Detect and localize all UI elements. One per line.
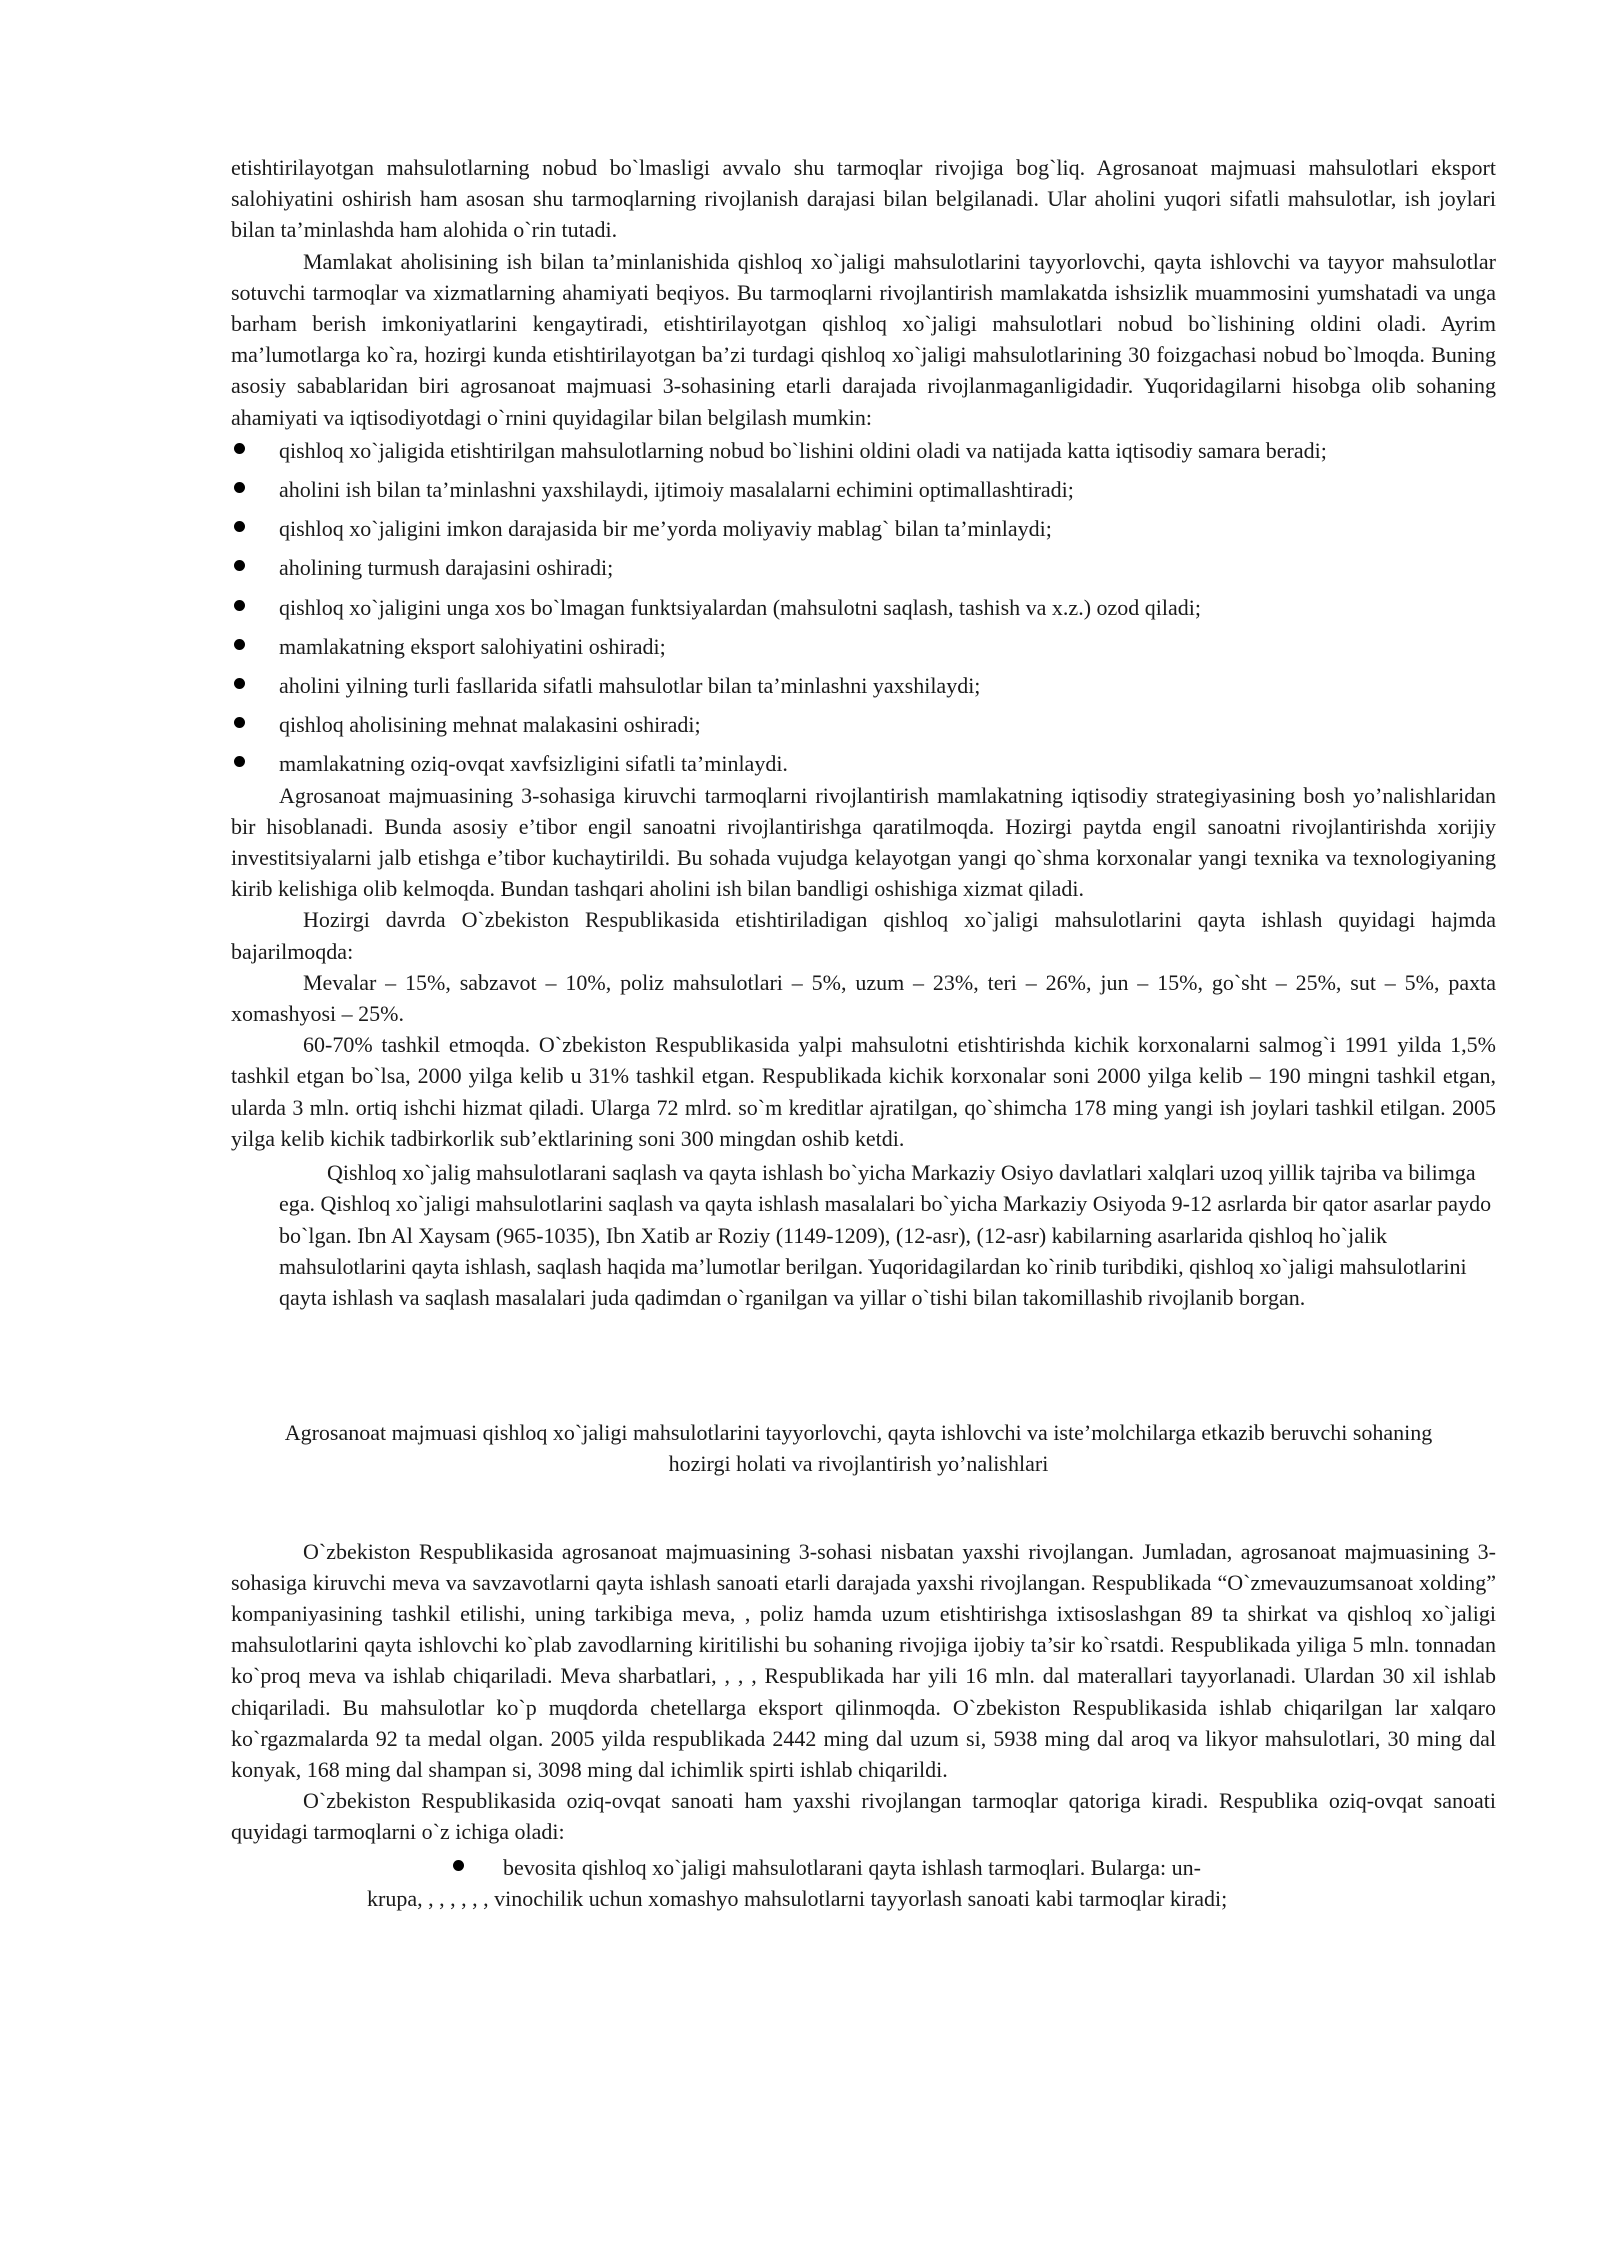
list-item: aholini ish bilan ta’minlashni yaxshilaydi, ijtimoiy masalalarni echimini optimallashtiradi;	[231, 474, 1496, 505]
bullet-icon	[234, 521, 245, 532]
list-item-continuation: krupa, , , , , , , vinochilik uchun xomashyo mahsulotlarni tayyorlash sanoati kabi tarmoqlar kiradi;	[367, 1885, 1228, 1911]
list-item: qishloq xo`jaligini imkon darajasida bir me’yorda moliyaviy mablag` bilan ta’minlaydi;	[231, 513, 1496, 544]
list-item: qishloq xo`jaligida etishtirilgan mahsulotlarning nobud bo`lishini oldini oladi va natijada katta iqtisodiy samara beradi;	[231, 435, 1496, 466]
paragraph: 60-70% tashkil etmoqda. O`zbekiston Respublikasida yalpi mahsulotni etishtirishda kichik korxonalarni salmog`i 1991 yilda 1,5% tashkil etgan bo`lsa, 2000 yilga kelib u 31% tashkil etgan. Respublikada kichik korxonalar soni 2000 yilga kelib – 190 mingni tashkil etgan, ularda 3 mln. ortiq ishchi hizmat qiladi. Ularga 72 mlrd. so`m kreditlar ajratilgan, qo`shimcha 178 ming yangi ish joylari tashkil etilgan. 2005 yilga kelib kichik tadbirkorlik sub’ektlarining soni 300 mingdan oshib ketdi.	[231, 1032, 1496, 1151]
spacer	[231, 1480, 1496, 1536]
list-item: mamlakatning eksport salohiyatini oshiradi;	[231, 631, 1496, 662]
paragraph: Hozirgi davrda O`zbekiston Respublikasida etishtiriladigan qishloq xo`jaligi mahsulotlarini qayta ishlash quyidagi hajmda bajarilmoqda:	[231, 907, 1496, 964]
paragraph: Agrosanoat majmuasining 3-sohasiga kiruvchi tarmoqlarni rivojlantirish mamlakatning iqtisodiy strategiyasining bosh yo’nalishlaridan bir hisoblanadi. Bunda asosiy e’tibor engil sanoatni rivojlantirishga qaratilmoqda. Hozirgi paytda engil sanoatni rivojlantirishda xorijiy investitsiyalarni jalb etishga e’tibor kuchaytirildi. Bu sohada vujudga kelayotgan yangi qo`shma korxonalar yangi texnika va texnologiyaning kirib kelishiga olib kelmoqda. Bundan tashqari aholini ish bilan bandligi oshishiga xizmat qiladi.	[231, 782, 1496, 902]
paragraph: etishtirilayotgan mahsulotlarning nobud bo`lmasligi avvalo shu tarmoqlar rivojiga bog`liq. Agrosanoat majmuasi mahsulotlari eksport salohiyatini oshirish ham asosan shu tarmoqlarning rivojlanish darajasi bilan belgilanadi. Ular aholini yuqori sifatli mahsulotlar, ish joylari bilan ta’minlashda ham alohida o`rin tutadi.	[231, 155, 1496, 243]
bullet-icon	[234, 600, 245, 611]
bullet-icon	[234, 717, 245, 728]
bullet-icon	[234, 678, 245, 689]
list-item: qishloq aholisining mehnat malakasini oshiradi;	[231, 709, 1496, 740]
list-item: qishloq xo`jaligini unga xos bo`lmagan funktsiyalardan (mahsulotni saqlash, tashish va x.z.) ozod qiladi;	[231, 592, 1496, 623]
paragraph: Mamlakat aholisining ish bilan ta’minlanishida qishloq xo`jaligi mahsulotlarini tayyorlovchi, qayta ishlovchi va tayyor mahsulotlar sotuvchi tarmoqlar va xizmatlarning ahamiyati beqiyos. Bu tarmoqlarni rivojlantirish mamlakatda ishsizlik muammosini yumshatadi va unga barham berish imkoniyatlarini kengaytiradi, etishtirilayotgan qishloq xo`jaligi mahsulotlari nobud bo`lishining oldini oladi. Ayrim ma’lumotlarga ko`ra, hozirgi kunda etishtirilayotgan ba’zi turdagi qishloq xo`jaligi mahsulotlarining 30 foizgachasi nobud bo`lmoqda. Buning asosiy sabablaridan biri agrosanoat majmuasi 3-sohasining etarli darajada rivojlanmaganligidadir. Yuqoridagilarni hisobga olib sohaning ahamiyati va iqtisodiyotdagi o`rnini quyidagilar bilan belgilash mumkin:	[231, 248, 1496, 430]
list-item-text: bevosita qishloq xo`jaligi mahsulotlarani qayta ishlash tarmoqlari. Bularga: un-	[503, 1854, 1201, 1880]
list-item: mamlakatning oziq-ovqat xavfsizligini sifatli ta’minlaydi.	[231, 748, 1496, 779]
bullet-icon	[234, 560, 245, 571]
paragraph: O`zbekiston Respublikasida oziq-ovqat sanoati ham yaxshi rivojlangan tarmoqlar qatoriga kiradi. Respublika oziq-ovqat sanoati quyidagi tarmoqlarni o`z ichiga oladi:	[231, 1788, 1496, 1845]
bullet-icon	[234, 639, 245, 650]
list-item	[231, 1852, 1496, 1914]
list-item: aholining turmush darajasini oshiradi;	[231, 552, 1496, 583]
list-item: aholini yilning turli fasllarida sifatli mahsulotlar bilan ta’minlashni yaxshilaydi;	[231, 670, 1496, 701]
document-page	[231, 152, 1496, 1914]
significance-list	[231, 435, 1496, 780]
bullet-icon	[453, 1860, 464, 1871]
bullet-icon	[234, 482, 245, 493]
bullet-icon	[234, 756, 245, 767]
section-heading: Agrosanoat majmuasi qishloq xo`jaligi mahsulotlarini tayyorlovchi, qayta ishlovchi va iste’molchilarga etkazib beruvchi sohaning hozirgi holati va rivojlantirish yo’nalishlari	[284, 1420, 1433, 1477]
paragraph: O`zbekiston Respublikasida agrosanoat majmuasining 3-sohasi nisbatan yaxshi rivojlangan. Jumladan, agrosanoat majmuasining 3-sohasiga kiruvchi meva va savzavotlarni qayta ishlash sanoati etarli darajada yaxshi rivojlangan. Respublikada “O`zmevauzumsanoat xolding” kompaniyasining tashkil etilishi, uning tarkibiga meva, , poliz hamda uzum etishtirishga ixtisoslashgan 89 ta shirkat va qishloq xo`jaligi mahsulotlarini qayta ishlovchi ko`plab zavodlarning kiritilishi bu sohaning rivojiga ijobiy ta’sir ko`rsatdi. Respublikada yiliga 5 mln. tonnadan ko`proq meva va ishlab chiqariladi. Meva sharbatlari, , , , Respublikada har yili 16 mln. dal materallari tayyorlanadi. Ulardan 30 xil ishlab chiqariladi. Bu mahsulotlar ko`p muqdorda chetellarga eksport qilinmoqda. O`zbekiston Respublikasida ishlab chiqarilgan lar xalqaro ko`rgazmalarda 92 ta medal olgan. 2005 yilda respublikada 2442 ming dal uzum si, 5938 ming dal aroq va likyor mahsulotlari, 30 ming dal konyak, 168 ming dal shampan si, 3098 ming dal ichimlik spirti ishlab chiqarildi.	[231, 1538, 1496, 1782]
paragraph: Mevalar – 15%, sabzavot – 10%, poliz mahsulotlari – 5%, uzum – 23%, teri – 26%, jun – 15%, go`sht – 25%, sut – 5%, paxta xomashyosi – 25%.	[231, 969, 1496, 1027]
history-paragraph: Qishloq xo`jalig mahsulotlarani saqlash va qayta ishlash bo`yicha Markaziy Osiyo davlatlari xalqlari uzoq yillik tajriba va bilimga ega. Qishloq xo`jaligi mahsulotlarini saqlash va qayta ishlash masalalari bo`yicha Markaziy Osiyoda 9-12 asrlarda bir qator asarlar paydo bo`lgan. Ibn Al Xaysam (965-1035), Ibn Xatib ar Roziy (1149-1209), (12-asr), (12-asr) kabilarning asarlarida qishloq ho`jalik mahsulotlarini qayta ishlash, saqlash haqida ma’lumotlar berilgan. Yuqoridagilardan ko`rinib turibdiki, qishloq xo`jaligi mahsulotlarini qayta ishlash va saqlash masalalari juda qadimdan o`rganilgan va yillar o`tishi bilan takomillashib rivojlanib borgan.	[279, 1160, 1492, 1310]
bullet-icon	[234, 443, 245, 454]
